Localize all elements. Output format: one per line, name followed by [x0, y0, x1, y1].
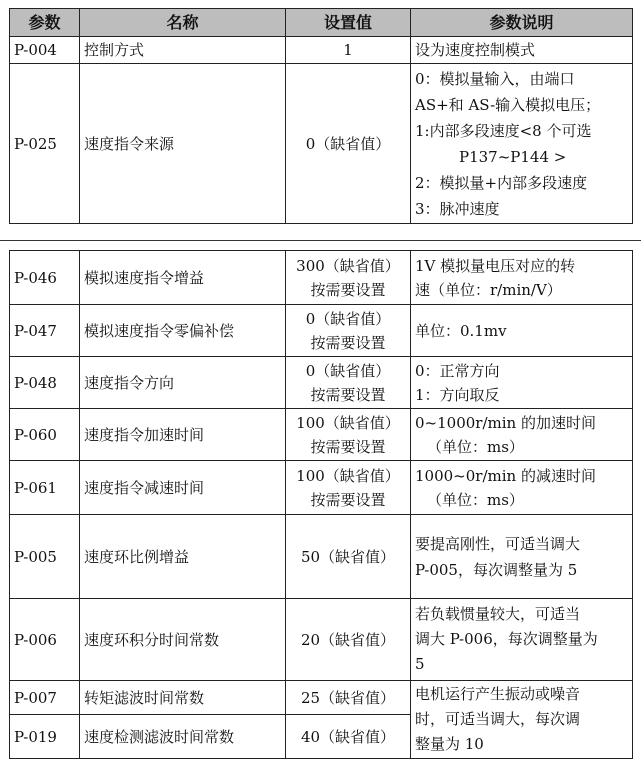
table-row	[10, 409, 633, 461]
desc-line: 速（单位：r/min/V）	[415, 280, 562, 299]
desc-line: （单位：ms）	[427, 490, 524, 509]
desc-cell	[411, 681, 633, 759]
name-cell: 速度指令方向	[80, 357, 286, 409]
name-cell: 速度指令来源	[80, 64, 286, 224]
value-line: 0（缺省值）	[305, 309, 391, 328]
value-cell	[286, 515, 411, 599]
name-cell: 速度环比例增益	[80, 515, 286, 599]
desc-line: （单位：ms）	[427, 437, 524, 456]
desc-cell	[411, 305, 633, 357]
desc-line: 0：正常方向	[415, 361, 500, 380]
value-cell	[286, 251, 411, 305]
table-header-row	[10, 9, 633, 37]
page-divider	[0, 240, 641, 241]
header-value: 设置值	[286, 9, 411, 37]
param-cell: P-061	[10, 461, 80, 515]
desc-line: P-005，每次调整量为 5	[415, 560, 578, 579]
name-cell: 速度指令减速时间	[80, 461, 286, 515]
table-row	[10, 681, 633, 715]
param-cell: P-060	[10, 409, 80, 461]
value-cell	[286, 599, 411, 681]
header-name: 名称	[80, 9, 286, 37]
param-cell: P-005	[10, 515, 80, 599]
desc-line: 3：脉冲速度	[415, 199, 500, 218]
desc-line: 2：模拟量+内部多段速度	[415, 173, 588, 192]
value-line: 300（缺省值）	[296, 256, 400, 275]
name-cell: 模拟速度指令零偏补偿	[80, 305, 286, 357]
param-cell: P-006	[10, 599, 80, 681]
desc-line: 设为速度控制模式	[415, 41, 536, 59]
value-line: 按需要设置	[310, 385, 386, 404]
value-line: 100（缺省值）	[296, 413, 400, 432]
name-cell: 速度指令加速时间	[80, 409, 286, 461]
desc-cell	[411, 64, 633, 224]
name-cell: 速度检测滤波时间常数	[80, 715, 286, 759]
desc-cell	[411, 37, 633, 64]
desc-line: 要提高刚性，可适当调大	[415, 534, 581, 553]
value-cell	[286, 715, 411, 759]
value-line: 50（缺省值）	[300, 547, 396, 566]
param-cell: P-007	[10, 681, 80, 715]
table-row	[10, 251, 633, 305]
desc-line: 1000~0r/min 的减速时间	[415, 466, 596, 485]
desc-cell	[411, 515, 633, 599]
param-cell: P-019	[10, 715, 80, 759]
value-cell	[286, 305, 411, 357]
desc-line: 单位：0.1mv	[415, 321, 507, 340]
name-cell: 速度环积分时间常数	[80, 599, 286, 681]
parameter-table-bottom	[9, 250, 633, 759]
desc-line: 若负载惯量较大，可适当	[415, 605, 581, 623]
table-row	[10, 461, 633, 515]
desc-line: P137~P144 >	[459, 147, 567, 166]
value-line: 按需要设置	[310, 490, 386, 509]
value-cell	[286, 681, 411, 715]
value-line: 25（缺省值）	[300, 688, 396, 707]
value-line: 40（缺省值）	[300, 727, 396, 746]
desc-cell	[411, 251, 633, 305]
desc-line: 0~1000r/min 的加速时间	[415, 413, 596, 432]
header-param: 参数	[10, 9, 80, 37]
name-cell: 转矩滤波时间常数	[80, 681, 286, 715]
value-line: 按需要设置	[310, 333, 386, 352]
param-cell: P-047	[10, 305, 80, 357]
table-row	[10, 515, 633, 599]
value-line: 1	[343, 41, 353, 59]
desc-line: 1:内部多段速度<8 个可选	[415, 121, 592, 140]
desc-line: 1：方向取反	[415, 385, 500, 404]
name-cell: 控制方式	[80, 37, 286, 64]
value-line: 0（缺省值）	[305, 134, 391, 153]
desc-line: AS+和 AS-输入模拟电压；	[415, 95, 601, 114]
desc-cell	[411, 599, 633, 681]
table-row	[10, 305, 633, 357]
desc-cell	[411, 357, 633, 409]
desc-line: 电机运行产生振动或噪音	[415, 685, 581, 703]
desc-line: 1V 模拟量电压对应的转	[415, 256, 576, 275]
value-cell	[286, 37, 411, 64]
table-row	[10, 64, 633, 224]
table-row	[10, 37, 633, 64]
value-cell	[286, 461, 411, 515]
desc-line: 时，可适当调大，每次调	[415, 710, 581, 728]
header-desc: 参数说明	[411, 9, 633, 37]
value-line: 0（缺省值）	[305, 361, 391, 380]
table-row	[10, 599, 633, 681]
value-line: 按需要设置	[310, 280, 386, 299]
desc-cell	[411, 409, 633, 461]
param-cell: P-048	[10, 357, 80, 409]
param-cell: P-025	[10, 64, 80, 224]
table-row	[10, 357, 633, 409]
value-line: 100（缺省值）	[296, 466, 400, 485]
value-line: 按需要设置	[310, 437, 386, 456]
desc-line: 0：模拟量输入，由端口	[415, 69, 575, 88]
desc-line: 5	[415, 655, 425, 673]
value-cell	[286, 64, 411, 224]
value-line: 20（缺省值）	[300, 630, 396, 649]
value-cell	[286, 409, 411, 461]
desc-cell	[411, 461, 633, 515]
parameter-table-top	[9, 8, 633, 224]
name-cell: 模拟速度指令增益	[80, 251, 286, 305]
param-cell: P-046	[10, 251, 80, 305]
value-cell	[286, 357, 411, 409]
desc-line: 调大 P-006，每次调整量为	[415, 630, 598, 648]
desc-line: 整量为 10	[415, 735, 484, 753]
param-cell: P-004	[10, 37, 80, 64]
